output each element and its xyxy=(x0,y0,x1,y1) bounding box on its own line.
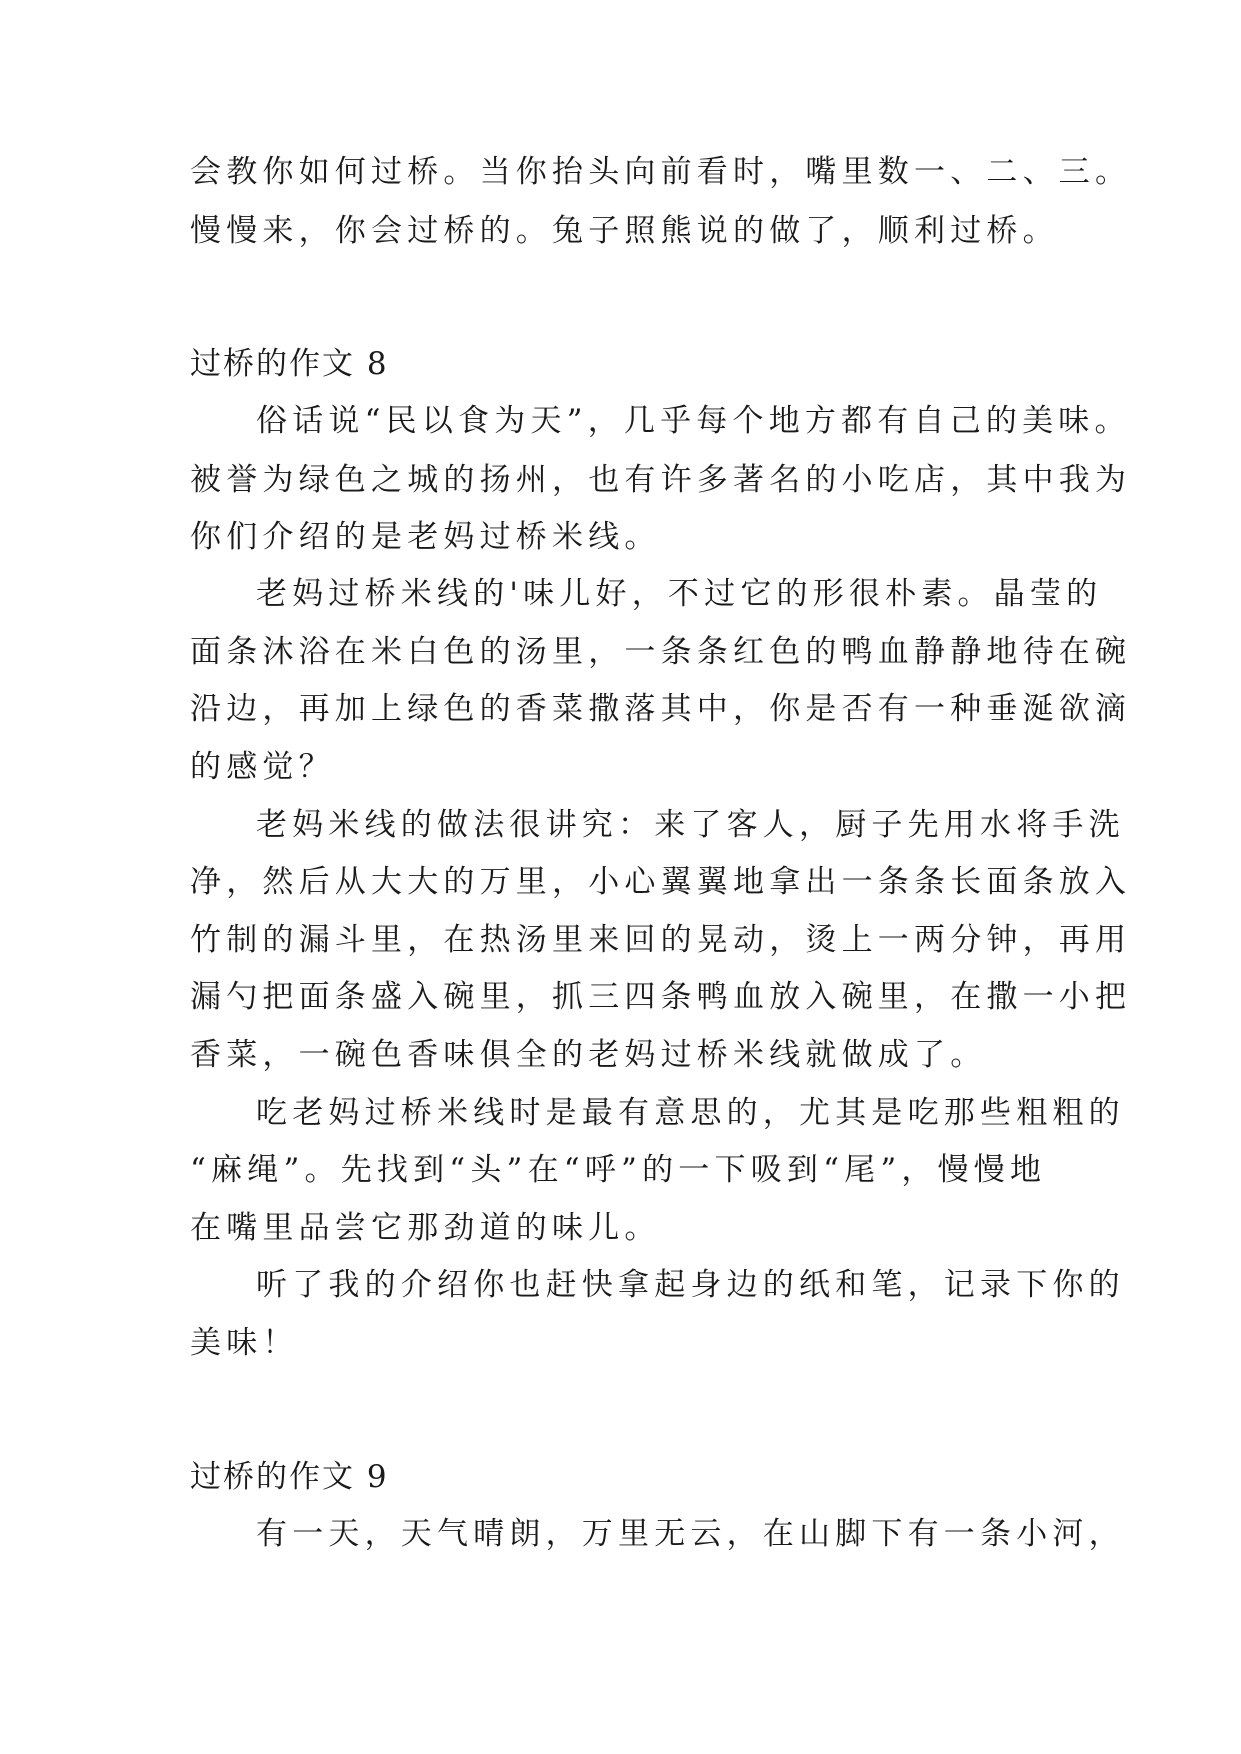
text-line: 慢慢来，你会过桥的。兔子照熊说的做了，顺利过桥。 xyxy=(190,213,1059,249)
paragraph-first-line: 听了我的介绍你也赶快拿起身边的纸和笔，记录下你的 xyxy=(256,1267,1125,1303)
section-heading: 过桥的作文 9 xyxy=(190,1459,389,1495)
text-line: 沿边，再加上绿色的香菜撒落其中，你是否有一种垂涎欲滴 xyxy=(190,691,1132,727)
text-line: “麻绳”。先找到“头”在“呼”的一下吸到“尾”，慢慢地 xyxy=(190,1152,1047,1188)
section-heading: 过桥的作文 8 xyxy=(190,346,389,382)
text-line: 净，然后从大大的万里，小心翼翼地拿出一条条长面条放入 xyxy=(190,864,1132,900)
paragraph-first-line: 老妈过桥米线的'味儿好，不过它的形很朴素。晶莹的 xyxy=(256,576,1103,612)
text-line: 会教你如何过桥。当你抬头向前看时，嘴里数一、二、三。 xyxy=(190,154,1132,190)
text-line: 漏勺把面条盛入碗里，抓三四条鸭血放入碗里，在撒一小把 xyxy=(190,979,1132,1015)
paragraph-first-line: 老妈米线的做法很讲究：来了客人，厨子先用水将手洗 xyxy=(256,807,1125,843)
text-line: 你们介绍的是老妈过桥米线。 xyxy=(190,519,661,555)
paragraph-first-line: 有一天，天气晴朗，万里无云，在山脚下有一条小河， xyxy=(256,1516,1125,1552)
paragraph-first-line: 俗话说“民以食为天”，几乎每个地方都有自己的美味。 xyxy=(256,403,1131,439)
text-line: 香菜，一碗色香味俱全的老妈过桥米线就做成了。 xyxy=(190,1037,987,1073)
paragraph-first-line: 吃老妈过桥米线时是最有意思的，尤其是吃那些粗粗的 xyxy=(256,1095,1125,1131)
text-line: 竹制的漏斗里，在热汤里来回的晃动，烫上一两分钟，再用 xyxy=(190,922,1132,958)
text-line: 美味！ xyxy=(190,1325,299,1361)
text-line: 被誉为绿色之城的扬州，也有许多著名的小吃店，其中我为 xyxy=(190,462,1132,498)
text-line: 面条沐浴在米白色的汤里，一条条红色的鸭血静静地待在碗 xyxy=(190,634,1132,670)
text-line: 在嘴里品尝它那劲道的味儿。 xyxy=(190,1210,661,1246)
text-line: 的感觉？ xyxy=(190,749,335,785)
